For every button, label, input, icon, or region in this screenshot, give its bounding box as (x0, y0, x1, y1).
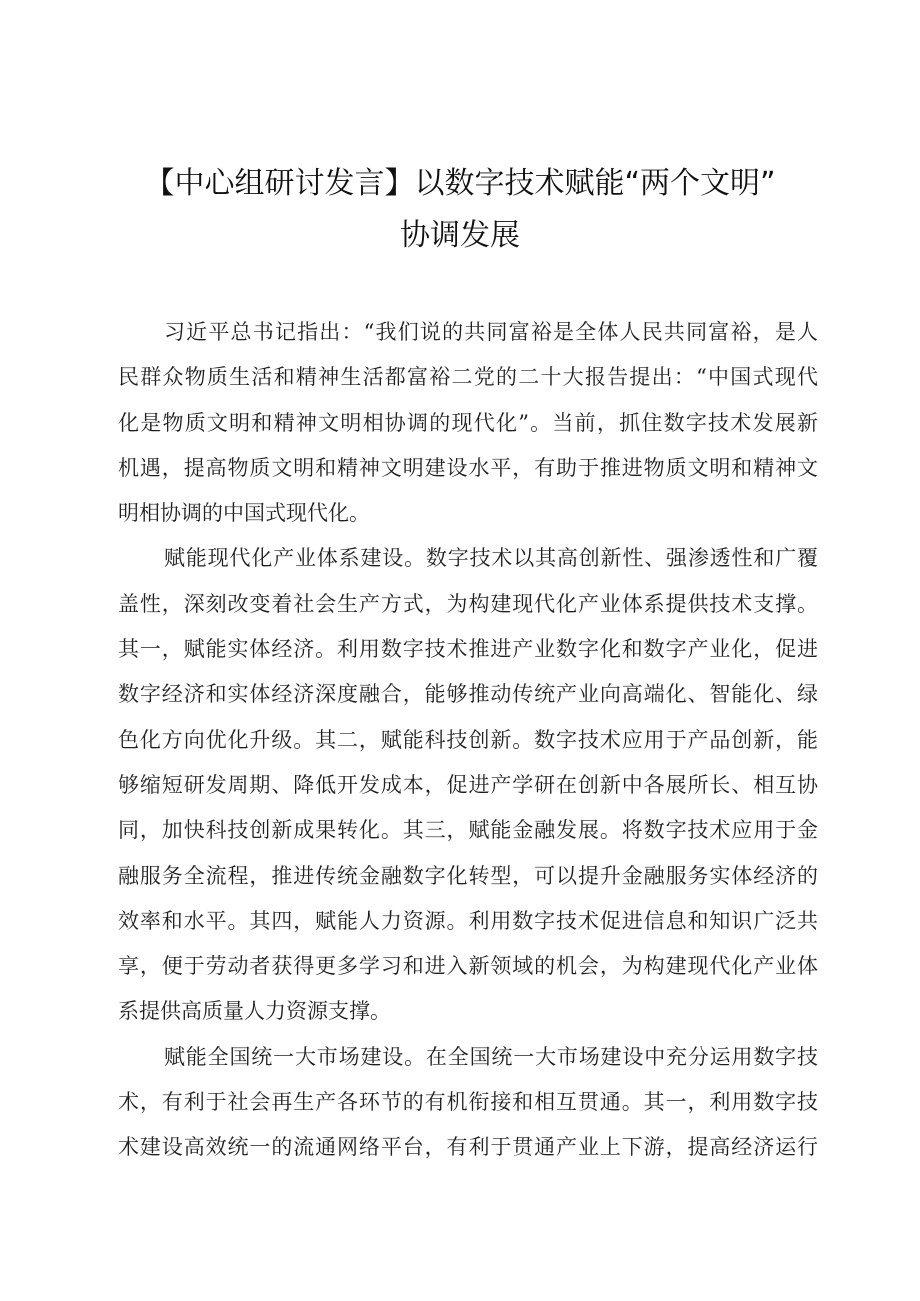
paragraph-1 (118, 310, 818, 536)
text-line: 其一，赋能实体经济。利用数字技术推进产业数字化和数字产业化，促进 (118, 637, 818, 662)
text-line: 民群众物质生活和精神生活都富裕二党的二十大报告提出：“中国式现代 (118, 365, 818, 390)
text-line: 赋能现代化产业体系建设。数字技术以其高创新性、强渗透性和广覆 (164, 546, 818, 571)
text-line: 化是物质文明和精神文明相协调的现代化”。当前，抓住数字技术发展新 (118, 410, 818, 435)
text-line: 色化方向优化升级。其二，赋能科技创新。数字技术应用于产品创新，能 (118, 727, 818, 752)
document-body (118, 310, 818, 1171)
text-line: 术，有利于社会再生产各环节的有机衔接和相互贯通。其一，利用数字技 (118, 1090, 818, 1115)
text-line: 机遇，提高物质文明和精神文明建设水平，有助于推进物质文明和精神文 (118, 455, 818, 480)
paragraph-3 (118, 1035, 818, 1171)
text-line: 够缩短研发周期、降低开发成本，促进产学研在创新中各展所长、相互协 (118, 772, 818, 797)
title-line: 【中心组研讨发言】以数字技术赋能“两个文明” (144, 166, 776, 201)
text-line: 融服务全流程，推进传统金融数字化转型，可以提升金融服务实体经济的 (118, 863, 818, 888)
paragraph-2 (118, 536, 818, 1034)
document-title (100, 158, 820, 262)
text-line: 明相协调的中国式现代化。 (118, 501, 370, 526)
text-line: 习近平总书记指出：“我们说的共同富裕是全体人民共同富裕，是人 (164, 320, 818, 344)
text-line: 享，便于劳动者获得更多学习和进入新领域的机会，为构建现代化产业体 (118, 954, 818, 979)
text-line: 同，加快科技创新成果转化。其三，赋能金融发展。将数字技术应用于金 (118, 818, 818, 843)
text-line: 效率和水平。其四，赋能人力资源。利用数字技术促进信息和知识广泛共 (118, 908, 818, 933)
text-line: 盖性，深刻改变着社会生产方式，为构建现代化产业体系提供技术支撑。 (118, 591, 818, 616)
text-line: 数字经济和实体经济深度融合，能够推动传统产业向高端化、智能化、绿 (118, 682, 818, 707)
text-line: 术建设高效统一的流通网络平台，有利于贯通产业上下游，提高经济运行 (118, 1135, 818, 1160)
text-line: 系提供高质量人力资源支撑。 (118, 999, 391, 1024)
title-line: 协调发展 (400, 218, 520, 253)
text-line: 赋能全国统一大市场建设。在全国统一大市场建设中充分运用数字技 (164, 1044, 818, 1069)
